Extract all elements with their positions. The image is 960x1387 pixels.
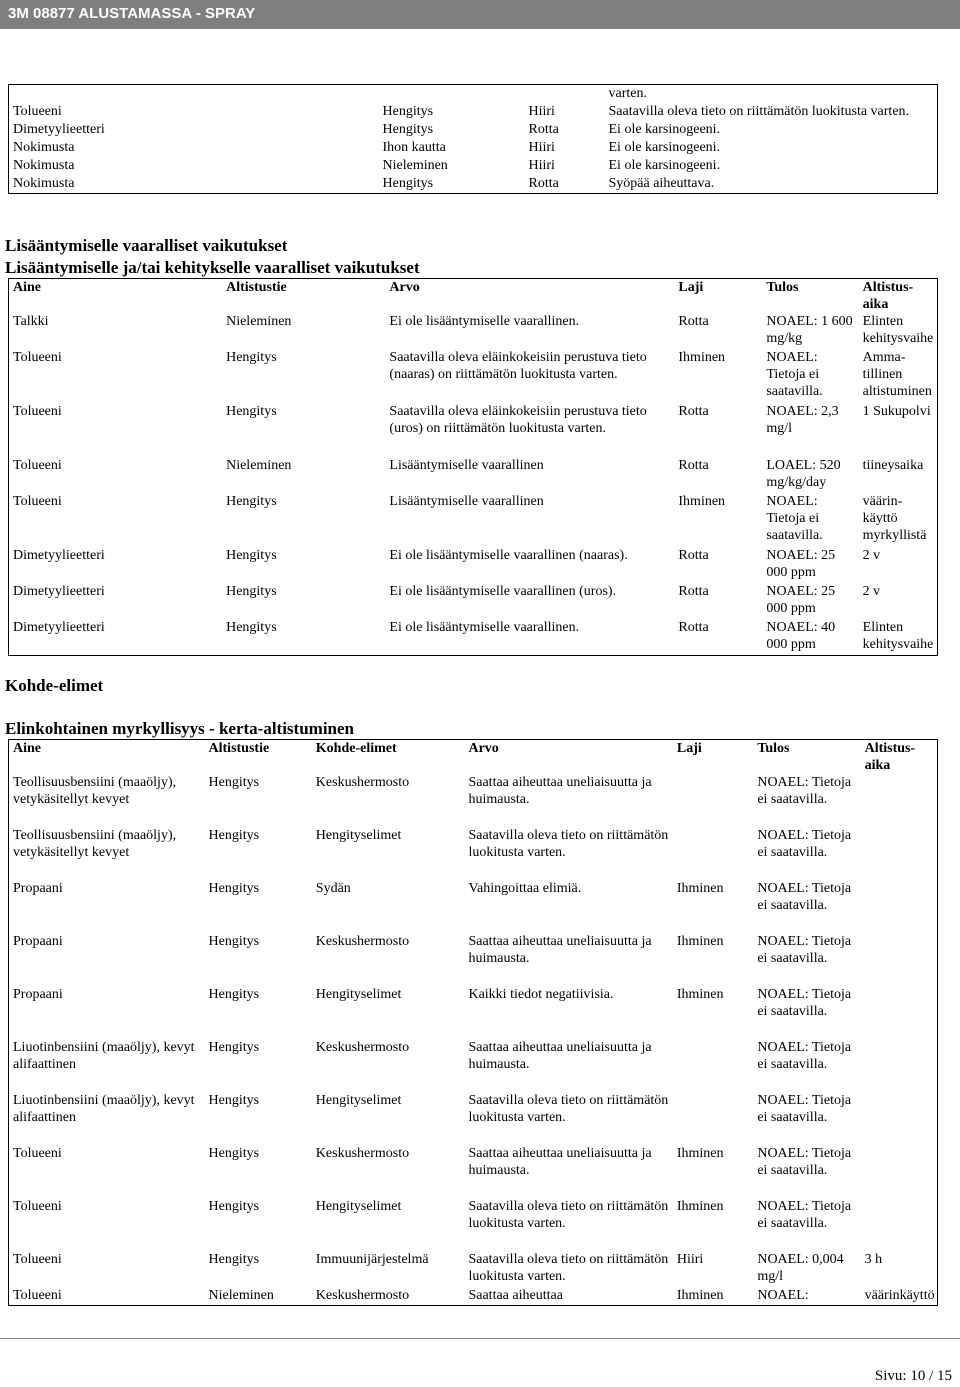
cell-tulos: NOAEL: xyxy=(757,1288,809,1303)
table-row xyxy=(9,1287,938,1305)
cell-laji: Ihminen xyxy=(678,350,726,365)
cell-altistustie: Nieleminen xyxy=(208,1288,274,1303)
header-altistusaika: Altistus-aika xyxy=(864,741,916,773)
cell-altistustie: Hengitys xyxy=(208,1199,260,1214)
cell-laji: Ihminen xyxy=(676,934,724,949)
cell-aine xyxy=(9,85,379,104)
table-row xyxy=(9,403,938,457)
cell-laji xyxy=(525,85,605,104)
cell-kohde-elimet: Immuunijärjestelmä xyxy=(315,1252,429,1267)
table-row xyxy=(9,349,938,403)
cell-tulos: varten. xyxy=(608,86,647,101)
cell-arvo: Saatavilla oleva tieto on riittämätön luokitusta varten. xyxy=(468,828,669,860)
cell-aine: Propaani xyxy=(13,881,63,896)
cell-tulos: NOAEL: Tietoja ei saatavilla. xyxy=(757,828,852,860)
cell-arvo: Ei ole lisääntymiselle vaarallinen. xyxy=(389,620,580,635)
cell-kohde-elimet: Hengityselimet xyxy=(315,1093,402,1108)
cell-tulos: NOAEL: Tietoja ei saatavilla. xyxy=(757,987,852,1019)
table-row xyxy=(9,880,938,933)
cell-altistustie: Nieleminen xyxy=(382,158,448,173)
footer-divider xyxy=(0,1338,960,1339)
cell-laji: Rotta xyxy=(678,314,709,329)
cell-tulos: NOAEL: 25 000 ppm xyxy=(766,584,836,616)
cell-arvo: Saatavilla oleva tieto on riittämätön luokitusta varten. xyxy=(468,1199,669,1231)
cell-tulos: NOAEL: 40 000 ppm xyxy=(766,620,836,652)
cell-tulos: Syöpää aiheuttava. xyxy=(608,176,715,191)
cell-altistusaika: Elinten kehitysvaihe xyxy=(862,620,934,652)
cell-altistustie: Hengitys xyxy=(226,584,277,599)
table-row xyxy=(9,313,938,349)
cell-aine: Propaani xyxy=(13,987,63,1002)
cell-altistustie: Hengitys xyxy=(382,176,434,191)
cell-arvo: Saatavilla oleva tieto on riittämätön luokitusta varten. xyxy=(468,1093,669,1125)
cell-tulos: Ei ole karsinogeeni. xyxy=(608,122,721,137)
cell-altistusaika: väärin-käyttö myrkyllistä xyxy=(862,494,927,543)
cell-laji: Ihminen xyxy=(676,1199,724,1214)
cell-aine: Tolueeni xyxy=(13,404,62,419)
cell-aine: Nokimusta xyxy=(13,158,75,173)
cell-altistustie: Nieleminen xyxy=(226,314,292,329)
section-title-reproductive: Lisääntymiselle vaaralliset vaikutukset xyxy=(5,236,288,255)
cell-altistusaika: tiineysaika xyxy=(862,458,924,473)
cell-tulos: LOAEL: 520 mg/kg/day xyxy=(766,458,841,490)
cell-arvo: Saatavilla oleva eläinkokeisiin perustuva tieto (uros) on riittämätön luokitusta varten. xyxy=(389,404,647,436)
cell-arvo: Saatavilla oleva eläinkokeisiin perustuva tieto (naaras) on riittämätön luokitusta varten. xyxy=(389,350,647,382)
table-row xyxy=(9,139,938,157)
cell-altistusaika xyxy=(861,1092,938,1145)
cell-arvo: Saattaa aiheuttaa uneliaisuutta ja huimausta. xyxy=(468,1040,652,1072)
cell-arvo: Saattaa aiheuttaa xyxy=(468,1288,563,1303)
table-row xyxy=(9,1251,938,1287)
cell-altistustie: Nieleminen xyxy=(226,458,292,473)
cell-kohde-elimet: Keskushermosto xyxy=(315,1146,410,1161)
cell-tulos: Ei ole karsinogeeni. xyxy=(608,140,721,155)
cell-laji: Rotta xyxy=(528,176,559,191)
header-altistustie: Altistustie xyxy=(208,741,270,756)
cell-arvo: Lisääntymiselle vaarallinen xyxy=(389,458,544,473)
cell-altistustie: Hengitys xyxy=(226,404,277,419)
cell-altistusaika: 2 v xyxy=(862,548,881,563)
cell-aine: Dimetyylieetteri xyxy=(13,620,105,635)
header-laji: Laji xyxy=(678,280,704,295)
cell-tulos: Ei ole karsinogeeni. xyxy=(608,158,721,173)
cell-arvo: Vahingoittaa elimiä. xyxy=(468,881,582,896)
cell-laji: Hiiri xyxy=(528,140,555,155)
table-row xyxy=(9,1198,938,1251)
cell-altistusaika: Amma-tillinen altistuminen xyxy=(862,350,932,399)
cell-altistustie: Hengitys xyxy=(226,548,277,563)
cell-arvo: Saattaa aiheuttaa uneliaisuutta ja huimausta. xyxy=(468,934,652,966)
cell-aine: Tolueeni xyxy=(13,350,62,365)
cell-arvo: Lisääntymiselle vaarallinen xyxy=(389,494,544,509)
cell-altistustie: Hengitys xyxy=(208,934,260,949)
cell-altistustie: Ihon kautta xyxy=(382,140,446,155)
cell-aine: Tolueeni xyxy=(13,1199,62,1214)
table-row xyxy=(9,121,938,139)
cell-altistustie: Hengitys xyxy=(208,987,260,1002)
table-row xyxy=(9,175,938,194)
cell-laji: Hiiri xyxy=(528,104,555,119)
cell-altistusaika: väärinkäyttö xyxy=(864,1288,935,1303)
table-row xyxy=(9,933,938,986)
section-subtitle-single-exposure: Elinkohtainen myrkyllisyys - kerta-altistuminen xyxy=(5,719,355,738)
cell-tulos: NOAEL: 1 600 mg/kg xyxy=(766,314,853,346)
cell-laji: Rotta xyxy=(528,122,559,137)
cell-tulos: NOAEL: 2,3 mg/l xyxy=(766,404,839,436)
cell-tulos: NOAEL: Tietoja ei saatavilla. xyxy=(757,1146,852,1178)
cell-arvo: Kaikki tiedot negatiivisia. xyxy=(468,987,614,1002)
header-aine: Aine xyxy=(13,280,41,295)
cell-laji xyxy=(673,1092,753,1145)
cell-laji: Rotta xyxy=(678,404,709,419)
cell-laji: Rotta xyxy=(678,620,709,635)
cell-kohde-elimet: Hengityselimet xyxy=(315,987,402,1002)
cell-laji: Ihminen xyxy=(678,494,726,509)
cell-kohde-elimet: Sydän xyxy=(315,881,351,896)
cell-altistusaika xyxy=(861,880,938,933)
table-row xyxy=(9,619,938,655)
carcinogenicity-table xyxy=(8,84,938,194)
table-row xyxy=(9,457,938,493)
header-arvo: Arvo xyxy=(389,280,420,295)
cell-laji xyxy=(673,1039,753,1092)
cell-altistustie: Hengitys xyxy=(208,1040,260,1055)
cell-tulos: NOAEL: Tietoja ei saatavilla. xyxy=(757,1040,852,1072)
cell-altistustie: Hengitys xyxy=(208,828,260,843)
cell-arvo: Ei ole lisääntymiselle vaarallinen (uros). xyxy=(389,584,617,599)
table-row xyxy=(9,1092,938,1145)
table-row xyxy=(9,493,938,547)
cell-altistusaika xyxy=(861,1039,938,1092)
cell-laji: Ihminen xyxy=(676,987,724,1002)
cell-aine: Dimetyylieetteri xyxy=(13,584,105,599)
cell-arvo: Ei ole lisääntymiselle vaarallinen (naaras). xyxy=(389,548,628,563)
header-altistusaika: Altistus-aika xyxy=(862,280,914,312)
section-subtitle-reproductive: Lisääntymiselle ja/tai kehitykselle vaaralliset vaikutukset xyxy=(5,258,420,277)
cell-altistusaika xyxy=(861,1145,938,1198)
cell-altistustie: Hengitys xyxy=(208,1252,260,1267)
header-aine: Aine xyxy=(13,741,41,756)
cell-kohde-elimet: Keskushermosto xyxy=(315,1040,410,1055)
cell-aine: Tolueeni xyxy=(13,1252,62,1267)
cell-tulos: NOAEL: 25 000 ppm xyxy=(766,548,836,580)
table-row xyxy=(9,827,938,880)
cell-laji: Hiiri xyxy=(676,1252,704,1267)
cell-arvo: Ei ole lisääntymiselle vaarallinen. xyxy=(389,314,580,329)
cell-altistusaika: 1 Sukupolvi xyxy=(862,404,931,419)
cell-altistustie: Hengitys xyxy=(226,350,277,365)
cell-aine: Teollisuusbensiini (maaöljy), vetykäsitellyt kevyet xyxy=(13,828,177,860)
cell-tulos: NOAEL: Tietoja ei saatavilla. xyxy=(766,494,823,543)
cell-laji: Rotta xyxy=(678,584,709,599)
cell-altistusaika: Elinten kehitysvaihe xyxy=(862,314,934,346)
header-arvo: Arvo xyxy=(468,741,499,756)
cell-arvo: Saattaa aiheuttaa uneliaisuutta ja huimausta. xyxy=(468,775,652,807)
header-bar xyxy=(0,0,960,29)
table-row xyxy=(9,1039,938,1092)
cell-laji xyxy=(673,774,753,827)
cell-aine: Teollisuusbensiini (maaöljy), vetykäsitellyt kevyet xyxy=(13,775,177,807)
cell-altistustie: Hengitys xyxy=(208,1093,260,1108)
cell-laji: Ihminen xyxy=(676,881,724,896)
section-title-target-organs: Kohde-elimet xyxy=(5,676,104,695)
cell-altistustie: Hengitys xyxy=(382,122,434,137)
cell-altistusaika xyxy=(861,933,938,986)
header-laji: Laji xyxy=(676,741,702,756)
cell-kohde-elimet: Keskushermosto xyxy=(315,934,410,949)
cell-laji: Rotta xyxy=(678,458,709,473)
cell-aine: Tolueeni xyxy=(13,458,62,473)
cell-laji: Ihminen xyxy=(676,1288,724,1303)
cell-tulos: NOAEL: Tietoja ei saatavilla. xyxy=(757,1093,852,1125)
cell-laji: Rotta xyxy=(678,548,709,563)
cell-altistustie: Hengitys xyxy=(382,104,434,119)
cell-altistustie: Hengitys xyxy=(226,620,277,635)
cell-laji: Ihminen xyxy=(676,1146,724,1161)
cell-aine: Dimetyylieetteri xyxy=(13,122,105,137)
table-row xyxy=(9,103,938,121)
cell-tulos: NOAEL: Tietoja ei saatavilla. xyxy=(757,881,852,913)
table-row xyxy=(9,774,938,827)
cell-altistusaika xyxy=(861,1198,938,1251)
document-title: 3M 08877 ALUSTAMASSA - SPRAY xyxy=(8,5,256,22)
table-row xyxy=(9,583,938,619)
cell-tulos: Saatavilla oleva tieto on riittämätön luokitusta varten. xyxy=(608,104,910,119)
cell-tulos: NOAEL: Tietoja ei saatavilla. xyxy=(757,775,852,807)
cell-altistustie: Hengitys xyxy=(208,775,260,790)
header-tulos: Tulos xyxy=(757,741,790,756)
cell-kohde-elimet: Keskushermosto xyxy=(315,1288,410,1303)
reproductive-toxicity-table xyxy=(8,278,938,656)
cell-aine: Nokimusta xyxy=(13,140,75,155)
cell-altistusaika xyxy=(861,827,938,880)
cell-aine: Liuotinbensiini (maaöljy), kevyt alifaattinen xyxy=(13,1040,195,1072)
cell-aine: Liuotinbensiini (maaöljy), kevyt alifaattinen xyxy=(13,1093,195,1125)
table-row xyxy=(9,1145,938,1198)
cell-aine: Tolueeni xyxy=(13,1146,62,1161)
cell-laji: Hiiri xyxy=(528,158,555,173)
cell-kohde-elimet: Keskushermosto xyxy=(315,775,410,790)
header-tulos: Tulos xyxy=(766,280,799,295)
cell-altistustie: Hengitys xyxy=(226,494,277,509)
cell-aine: Dimetyylieetteri xyxy=(13,548,105,563)
table-row xyxy=(9,547,938,583)
cell-tulos: NOAEL: 0,004 mg/l xyxy=(757,1252,844,1284)
cell-laji xyxy=(673,827,753,880)
cell-aine: Nokimusta xyxy=(13,176,75,191)
cell-aine: Tolueeni xyxy=(13,494,62,509)
table-row xyxy=(9,157,938,175)
cell-altistusaika: 3 h xyxy=(864,1252,883,1267)
table-row xyxy=(9,986,938,1039)
cell-altistusaika: 2 v xyxy=(862,584,881,599)
cell-altistusaika xyxy=(861,774,938,827)
cell-arvo: Saatavilla oleva tieto on riittämätön luokitusta varten. xyxy=(468,1252,669,1284)
page-number: Sivu: 10 / 15 xyxy=(874,1368,952,1384)
table-row xyxy=(9,85,938,104)
cell-tulos: NOAEL: Tietoja ei saatavilla. xyxy=(757,1199,852,1231)
cell-tulos: NOAEL: Tietoja ei saatavilla. xyxy=(766,350,823,399)
cell-kohde-elimet: Hengityselimet xyxy=(315,1199,402,1214)
cell-aine: Tolueeni xyxy=(13,104,62,119)
header-kohde-elimet: Kohde-elimet xyxy=(315,741,397,756)
cell-altistusaika xyxy=(861,986,938,1039)
header-altistustie: Altistustie xyxy=(226,280,287,295)
cell-altistustie: Hengitys xyxy=(208,881,260,896)
cell-aine: Tolueeni xyxy=(13,1288,62,1303)
cell-kohde-elimet: Hengityselimet xyxy=(315,828,402,843)
cell-tulos: NOAEL: Tietoja ei saatavilla. xyxy=(757,934,852,966)
cell-altistustie xyxy=(379,85,525,104)
cell-arvo: Saattaa aiheuttaa uneliaisuutta ja huimausta. xyxy=(468,1146,652,1178)
cell-altistustie: Hengitys xyxy=(208,1146,260,1161)
target-organ-toxicity-table xyxy=(8,739,938,1306)
cell-aine: Propaani xyxy=(13,934,63,949)
cell-aine: Talkki xyxy=(13,314,49,329)
